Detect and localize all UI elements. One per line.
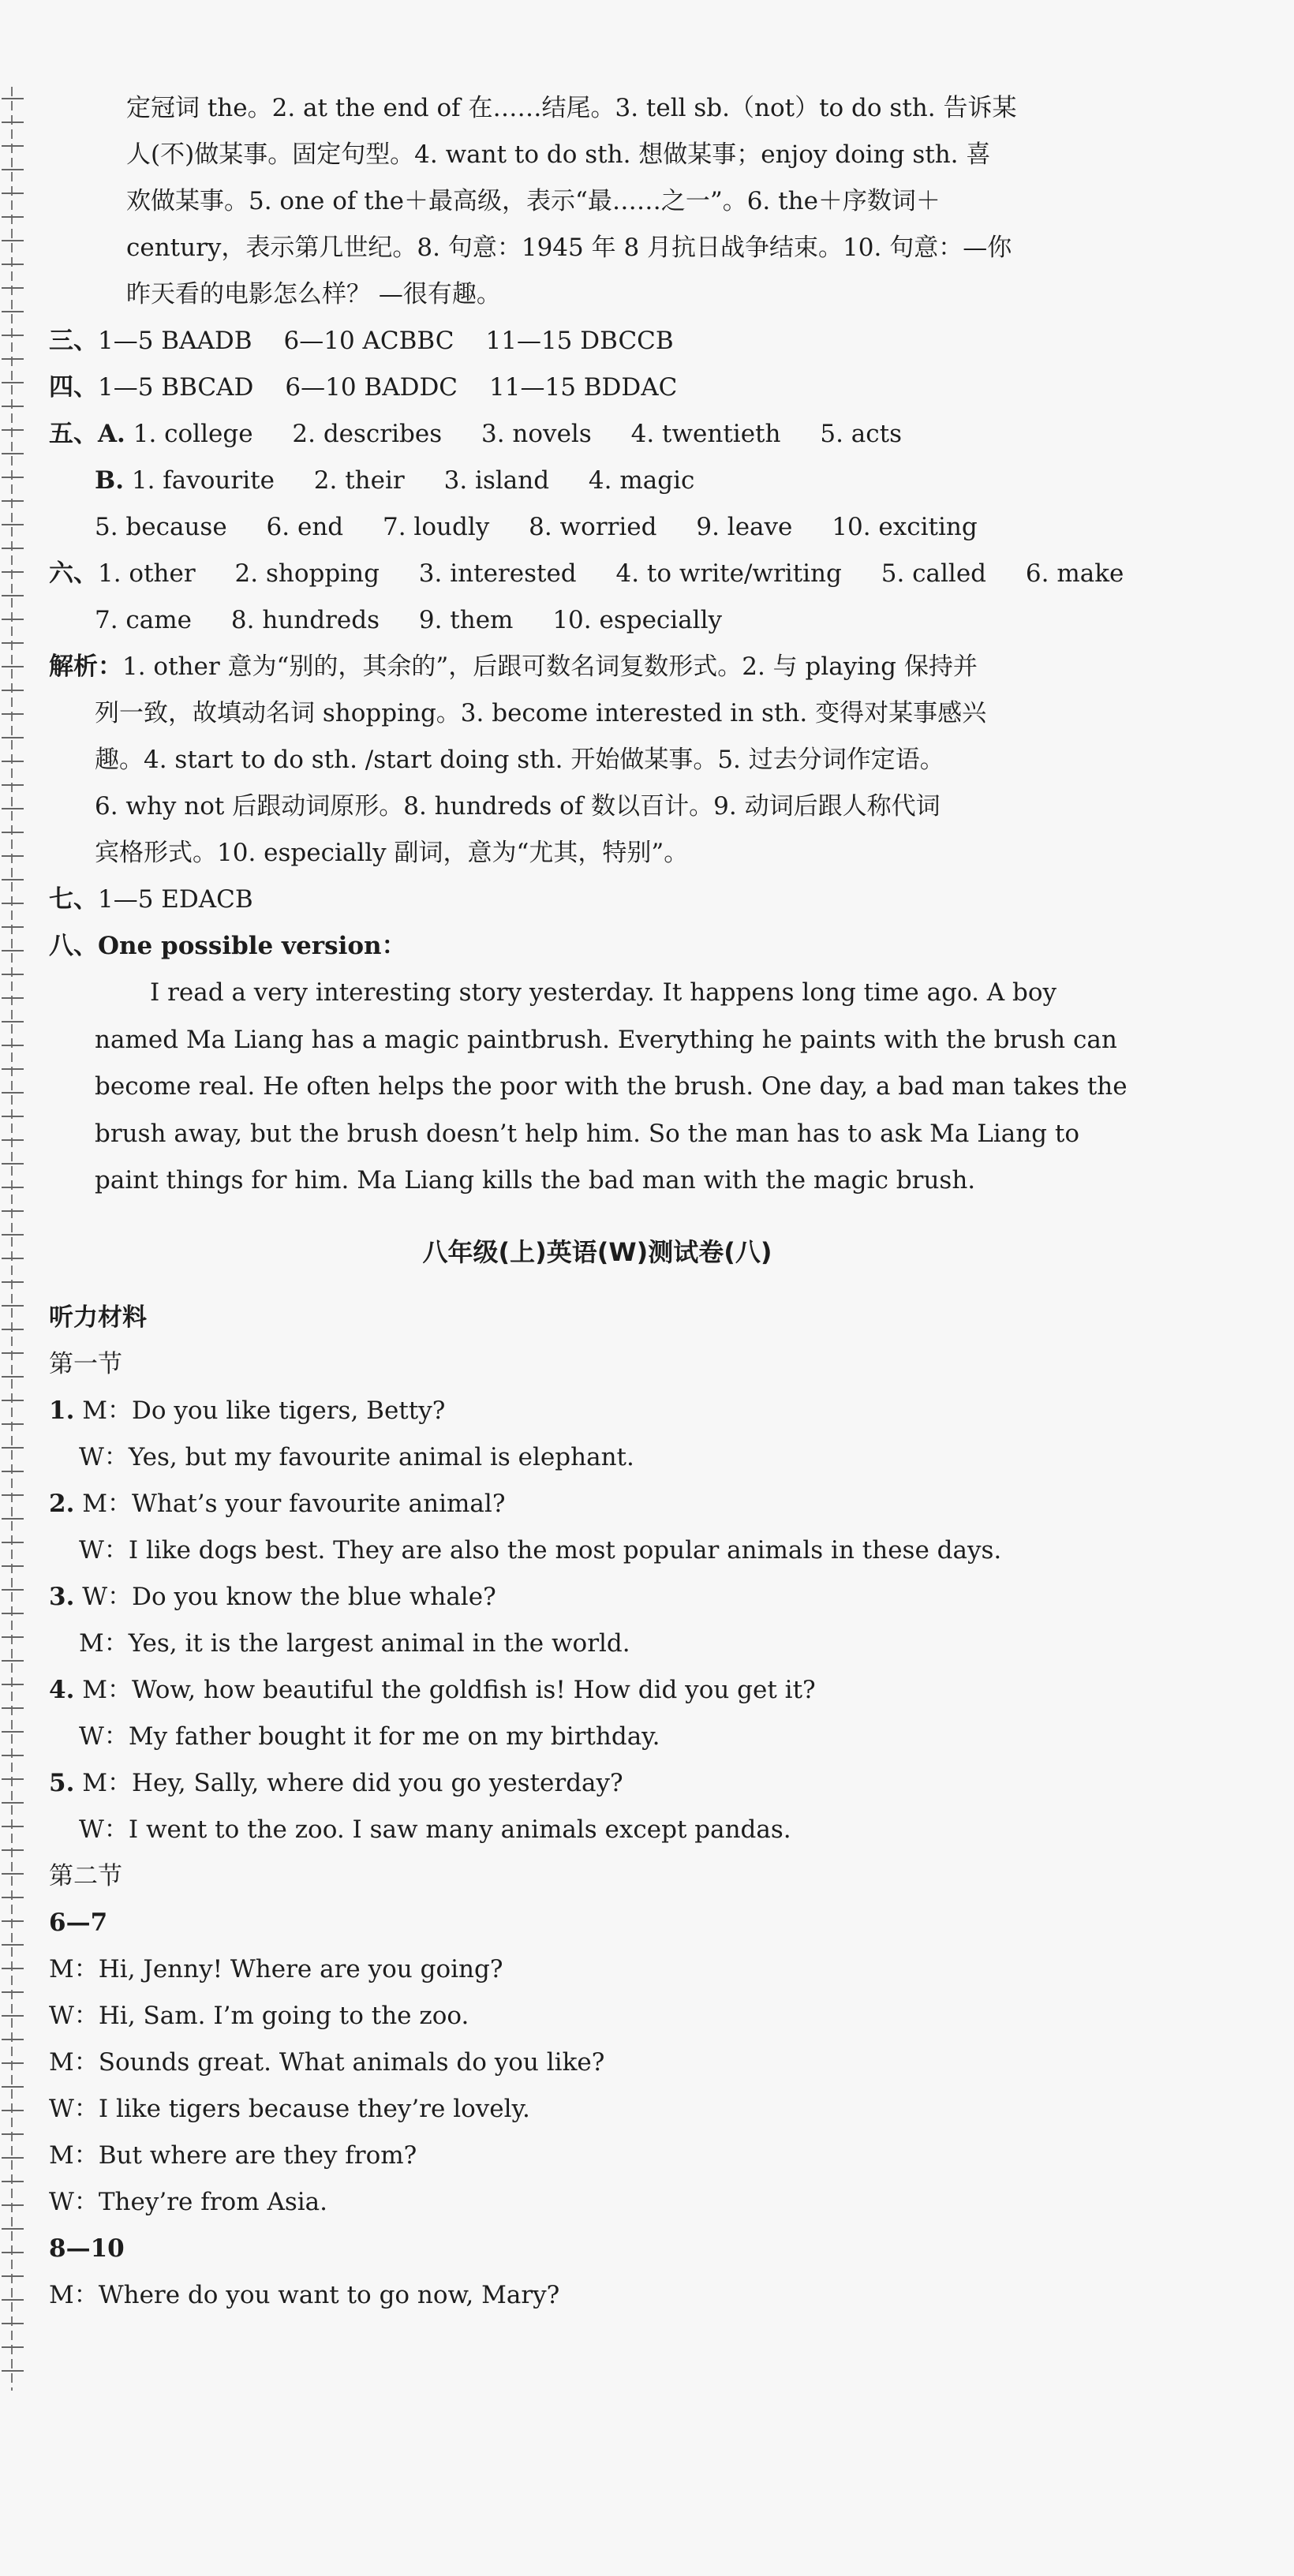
- part1-label: 第一节: [49, 1349, 122, 1378]
- text-line: 1. other 意为“别的，其余的”，后跟可数名词复数形式。2. 与 playing 保持并: [122, 652, 978, 681]
- answer-item: 3. island: [443, 466, 550, 495]
- section-si: [49, 365, 1146, 411]
- dialogue-8-10: [49, 2272, 1146, 2319]
- section-liu-2: [49, 597, 1146, 644]
- speaker: M：: [82, 1489, 132, 1518]
- answer-item: 7. loudly: [383, 513, 490, 541]
- answer-item: 3. interested: [418, 559, 577, 588]
- answer-group: 6—10 BADDC: [285, 373, 458, 402]
- essay-heading: One possible version：: [98, 932, 406, 960]
- section-label: 解析：: [49, 652, 122, 681]
- dialogue-line: Hey, Sally, where did you go yesterday?: [131, 1768, 623, 1797]
- answer-item: 5. called: [881, 559, 987, 588]
- text-line: 趣。4. start to do sth. /start doing sth. 开始做某事。5. 过去分词作定语。: [95, 746, 944, 774]
- speaker: W：: [79, 1722, 129, 1751]
- section-label: 八、: [49, 932, 98, 960]
- section-label: 五、: [49, 420, 98, 448]
- answer-item: 8. worried: [529, 513, 657, 541]
- section-label: 三、: [49, 327, 98, 355]
- model-essay: I read a very interesting story yesterday. It happens long time ago. A boy named Ma Liang has a magic paintbrush. Everything he paints with the brush can become real. He often helps the poor with the brush. One day, a bad man takes the brush away, but the brush doesn’t help him. So the man has to ask Ma Liang to paint things for him. Ma Liang kills the bad man with the magic brush.: [95, 978, 1128, 1195]
- section-label: 六、: [49, 559, 98, 588]
- part1-dialogue-2: [49, 1481, 1146, 1574]
- speaker: M：: [82, 1768, 132, 1797]
- speaker: W：: [49, 2001, 99, 2030]
- answer-item: 10. especially: [552, 606, 723, 634]
- text-line: 昨天看的电影怎么样？ —很有趣。: [126, 280, 501, 308]
- answer-item: 2. shopping: [234, 559, 380, 588]
- section-label: 四、: [49, 373, 98, 402]
- dialogue-line: Where do you want to go now, Mary?: [98, 2280, 560, 2309]
- answer-item: 1. favourite: [131, 466, 275, 495]
- answer-item: 2. their: [313, 466, 405, 495]
- answer-group: 1—5 BAADB: [98, 327, 252, 355]
- answer-item: 7. came: [95, 606, 193, 634]
- speaker: M：: [79, 1628, 129, 1658]
- text-line: century，表示第几世纪。8. 句意：1945 年 8 月抗日战争结束。10. 句意：—你: [126, 234, 1012, 262]
- dialogue-range-label: 8—10: [49, 2234, 125, 2263]
- section-wu-b1: [49, 458, 1146, 504]
- text-line: 6. why not 后跟动词原形。8. hundreds of 数以百计。9. 动词后跟人称代词: [95, 792, 941, 821]
- dialogue-line: I went to the zoo. I saw many animals except pandas.: [128, 1815, 791, 1844]
- answer-item: 4. magic: [588, 466, 695, 495]
- answer-item: 3. novels: [481, 420, 592, 448]
- binding-margin-ticks: [2, 87, 24, 2391]
- section-label: 七、: [49, 885, 98, 914]
- text-line: 定冠词 the。2. at the end of 在……结尾。3. tell sb.（not）to do sth. 告诉某: [126, 94, 1017, 122]
- speaker: M：: [49, 2140, 99, 2170]
- test-title: 八年级(上)英语(W)测试卷(八): [422, 1236, 772, 1267]
- answer-group: 6—10 ACBBC: [283, 327, 454, 355]
- question-number: 1.: [49, 1396, 75, 1425]
- dialogue-line: Yes, but my favourite animal is elephant.: [128, 1442, 634, 1471]
- answer-item: 9. leave: [696, 513, 793, 541]
- speaker: M：: [49, 1954, 99, 1983]
- dialogue-6-7: [49, 1946, 1146, 2226]
- answer-item: 6. end: [266, 513, 344, 541]
- part1-dialogue-1: [49, 1388, 1146, 1481]
- answer-group: 11—15 DBCCB: [485, 327, 674, 355]
- question-number: 5.: [49, 1768, 75, 1797]
- part1-dialogue-5: [49, 1760, 1146, 1853]
- speaker: M：: [82, 1675, 132, 1704]
- answer-item: 4. twentieth: [630, 420, 781, 448]
- answer-page: [49, 85, 1146, 2319]
- answer-item: 5. acts: [820, 420, 902, 448]
- answer-group: 11—15 BDDAC: [489, 373, 678, 402]
- dialogue-line: I like dogs best. They are also the most popular animals in these days.: [128, 1535, 1002, 1565]
- text-line: 宾格形式。10. especially 副词，意为“尤其，特别”。: [95, 839, 689, 867]
- speaker: M：: [82, 1396, 132, 1425]
- text-line: 列一致，故填动名词 shopping。3. become interested in sth. 变得对某事感兴: [95, 699, 987, 727]
- listening-title: 听力材料: [49, 1303, 147, 1332]
- dialogue-line: Do you know the blue whale?: [132, 1582, 496, 1611]
- speaker: W：: [49, 2187, 99, 2216]
- part2-label: 第二节: [49, 1861, 122, 1890]
- part1-dialogue-3: [49, 1574, 1146, 1667]
- speaker: W：: [79, 1535, 129, 1565]
- dialogue-range-label: 6—7: [49, 1908, 108, 1937]
- dialogue-line: They’re from Asia.: [98, 2187, 328, 2216]
- section-liu-1: [49, 551, 1146, 597]
- dialogue-line: I like tigers because they’re lovely.: [98, 2094, 530, 2123]
- prev-explanation: [49, 85, 1146, 318]
- dialogue-line: Do you like tigers, Betty?: [131, 1396, 446, 1425]
- part1-dialogue-4: [49, 1667, 1146, 1760]
- answer-item: 10. exciting: [832, 513, 978, 541]
- answer-item: 1. college: [133, 420, 253, 448]
- section-ba: [49, 923, 1146, 970]
- text-line: 欢做某事。5. one of the＋最高级，表示“最……之一”。6. the＋序数词＋: [126, 187, 941, 215]
- speaker: W：: [82, 1582, 133, 1611]
- part-label: B.: [95, 466, 124, 495]
- dialogue-line: Yes, it is the largest animal in the world.: [128, 1628, 630, 1658]
- answer-item: 8. hundreds: [230, 606, 380, 634]
- part-label: A.: [98, 420, 125, 448]
- question-number: 4.: [49, 1675, 75, 1704]
- section-qi: [49, 877, 1146, 923]
- dialogue-line: My father bought it for me on my birthday.: [128, 1722, 660, 1751]
- text-line: 人(不)做某事。固定句型。4. want to do sth. 想做某事；enjoy doing sth. 喜: [126, 140, 991, 169]
- answer-item: 5. because: [95, 513, 227, 541]
- answer-item: 9. them: [418, 606, 514, 634]
- explanation: [49, 644, 1146, 877]
- dialogue-line: Hi, Sam. I’m going to the zoo.: [98, 2001, 469, 2030]
- speaker: M：: [49, 2047, 99, 2077]
- speaker: W：: [49, 2094, 99, 2123]
- section-san: [49, 318, 1146, 365]
- section-wu-a: [49, 411, 1146, 458]
- speaker: M：: [49, 2280, 99, 2309]
- answer-group: 1—5 BBCAD: [98, 373, 254, 402]
- question-number: 2.: [49, 1489, 75, 1518]
- section-wu-b2: [49, 504, 1146, 551]
- answer-item: 4. to write/writing: [615, 559, 842, 588]
- dialogue-line: Wow, how beautiful the goldfish is! How did you get it?: [131, 1675, 816, 1704]
- speaker: W：: [79, 1815, 129, 1844]
- dialogue-line: What’s your favourite animal?: [131, 1489, 506, 1518]
- question-number: 3.: [49, 1582, 75, 1611]
- dialogue-line: Hi, Jenny! Where are you going?: [98, 1954, 503, 1983]
- answer-group: 1—5 EDACB: [98, 885, 253, 914]
- answer-item: 6. make: [1025, 559, 1124, 588]
- answer-item: 2. describes: [292, 420, 443, 448]
- answer-item: 1. other: [98, 559, 196, 588]
- speaker: W：: [79, 1442, 129, 1471]
- dialogue-line: Sounds great. What animals do you like?: [98, 2047, 605, 2077]
- dialogue-line: But where are they from?: [98, 2140, 417, 2170]
